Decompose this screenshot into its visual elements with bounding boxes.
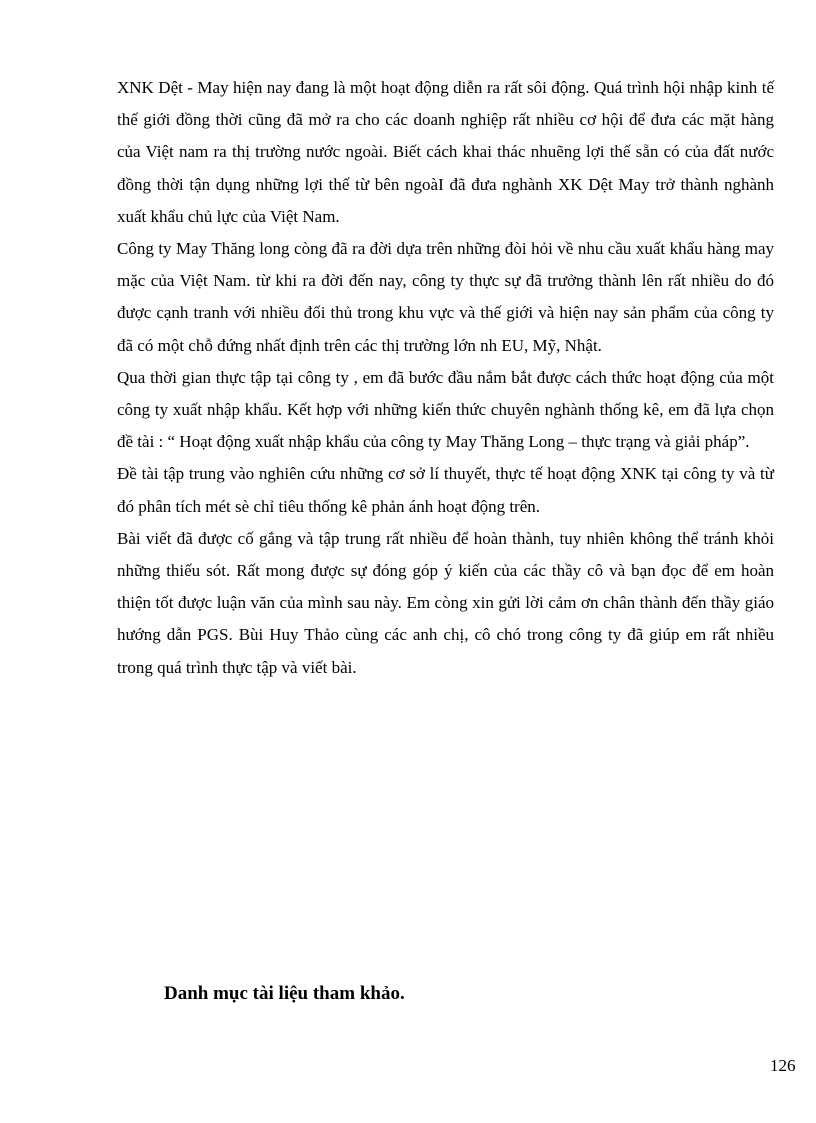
page-number: 126 xyxy=(770,1056,796,1075)
paragraph-acknowledgement: Bài viết đã được cố gắng và tập trung rất nhiều để hoàn thành, tuy nhiên không thể tránh khỏi những thiếu sót. Rất mong được sự đóng góp ý kiến của các thầy cô và bạn đọc để em hoàn thiện tốt được luận văn của mình sau này. Em còng xin gửi lời cảm ơn chân thành đến thầy giáo hướng dẫn PGS. Bùi Huy Thảo cùng các anh chị, cô chó trong công ty đã giúp em rất nhiều trong quá trình thực tập và viết bài. xyxy=(117,528,774,677)
paragraph-company: Công ty May Thăng long còng đã ra đời dựa trên những đòi hỏi về nhu cầu xuất khẩu hàng may mặc của Việt Nam. từ khi ra đời đến nay, công ty thực sự đã trưởng thành lên rất nhiều do đó được cạnh tranh với nhiều đối thủ trong khu vực và thế giới và hiện nay sản phẩm của công ty đã có một chỗ đứng nhất định trên các thị trường lớn nh EU, Mỹ, Nhật. xyxy=(117,239,774,355)
body-text xyxy=(117,72,774,684)
paragraph-focus: Đề tài tập trung vào nghiên cứu những cơ sở lí thuyết, thực tế hoạt động XNK tại công ty và từ đó phân tích mét sè chỉ tiêu thống kê phản ánh hoạt động trên. xyxy=(117,464,774,516)
paragraph-intro: XNK Dệt - May hiện nay đang là một hoạt động diễn ra rất sôi động. Quá trình hội nhập kinh tế thế giới đồng thời cũng đã mở ra cho các doanh nghiệp rất nhiều cơ hội để đưa các mặt hàng của Việt nam ra thị trường nước ngoài. Biết cách khai thác nhuẽng lợi thế sẵn có của đất nước đồng thời tận dụng những lợi thế từ bên ngoàI đã đưa nghành XK Dệt May trở thành nghành xuất khẩu chủ lực của Việt Nam. xyxy=(117,78,774,226)
paragraph-topic: Qua thời gian thực tập tại công ty , em đã bước đầu nắm bắt được cách thức hoạt động của một công ty xuất nhập khẩu. Kết hợp với những kiến thức chuyên nghành thống kê, em đã lựa chọn đề tài : “ Hoạt động xuất nhập khẩu của công ty May Thăng Long – thực trạng và giải pháp”. xyxy=(117,367,774,452)
references-heading: Danh mục tài liệu tham khảo. xyxy=(164,983,405,1004)
